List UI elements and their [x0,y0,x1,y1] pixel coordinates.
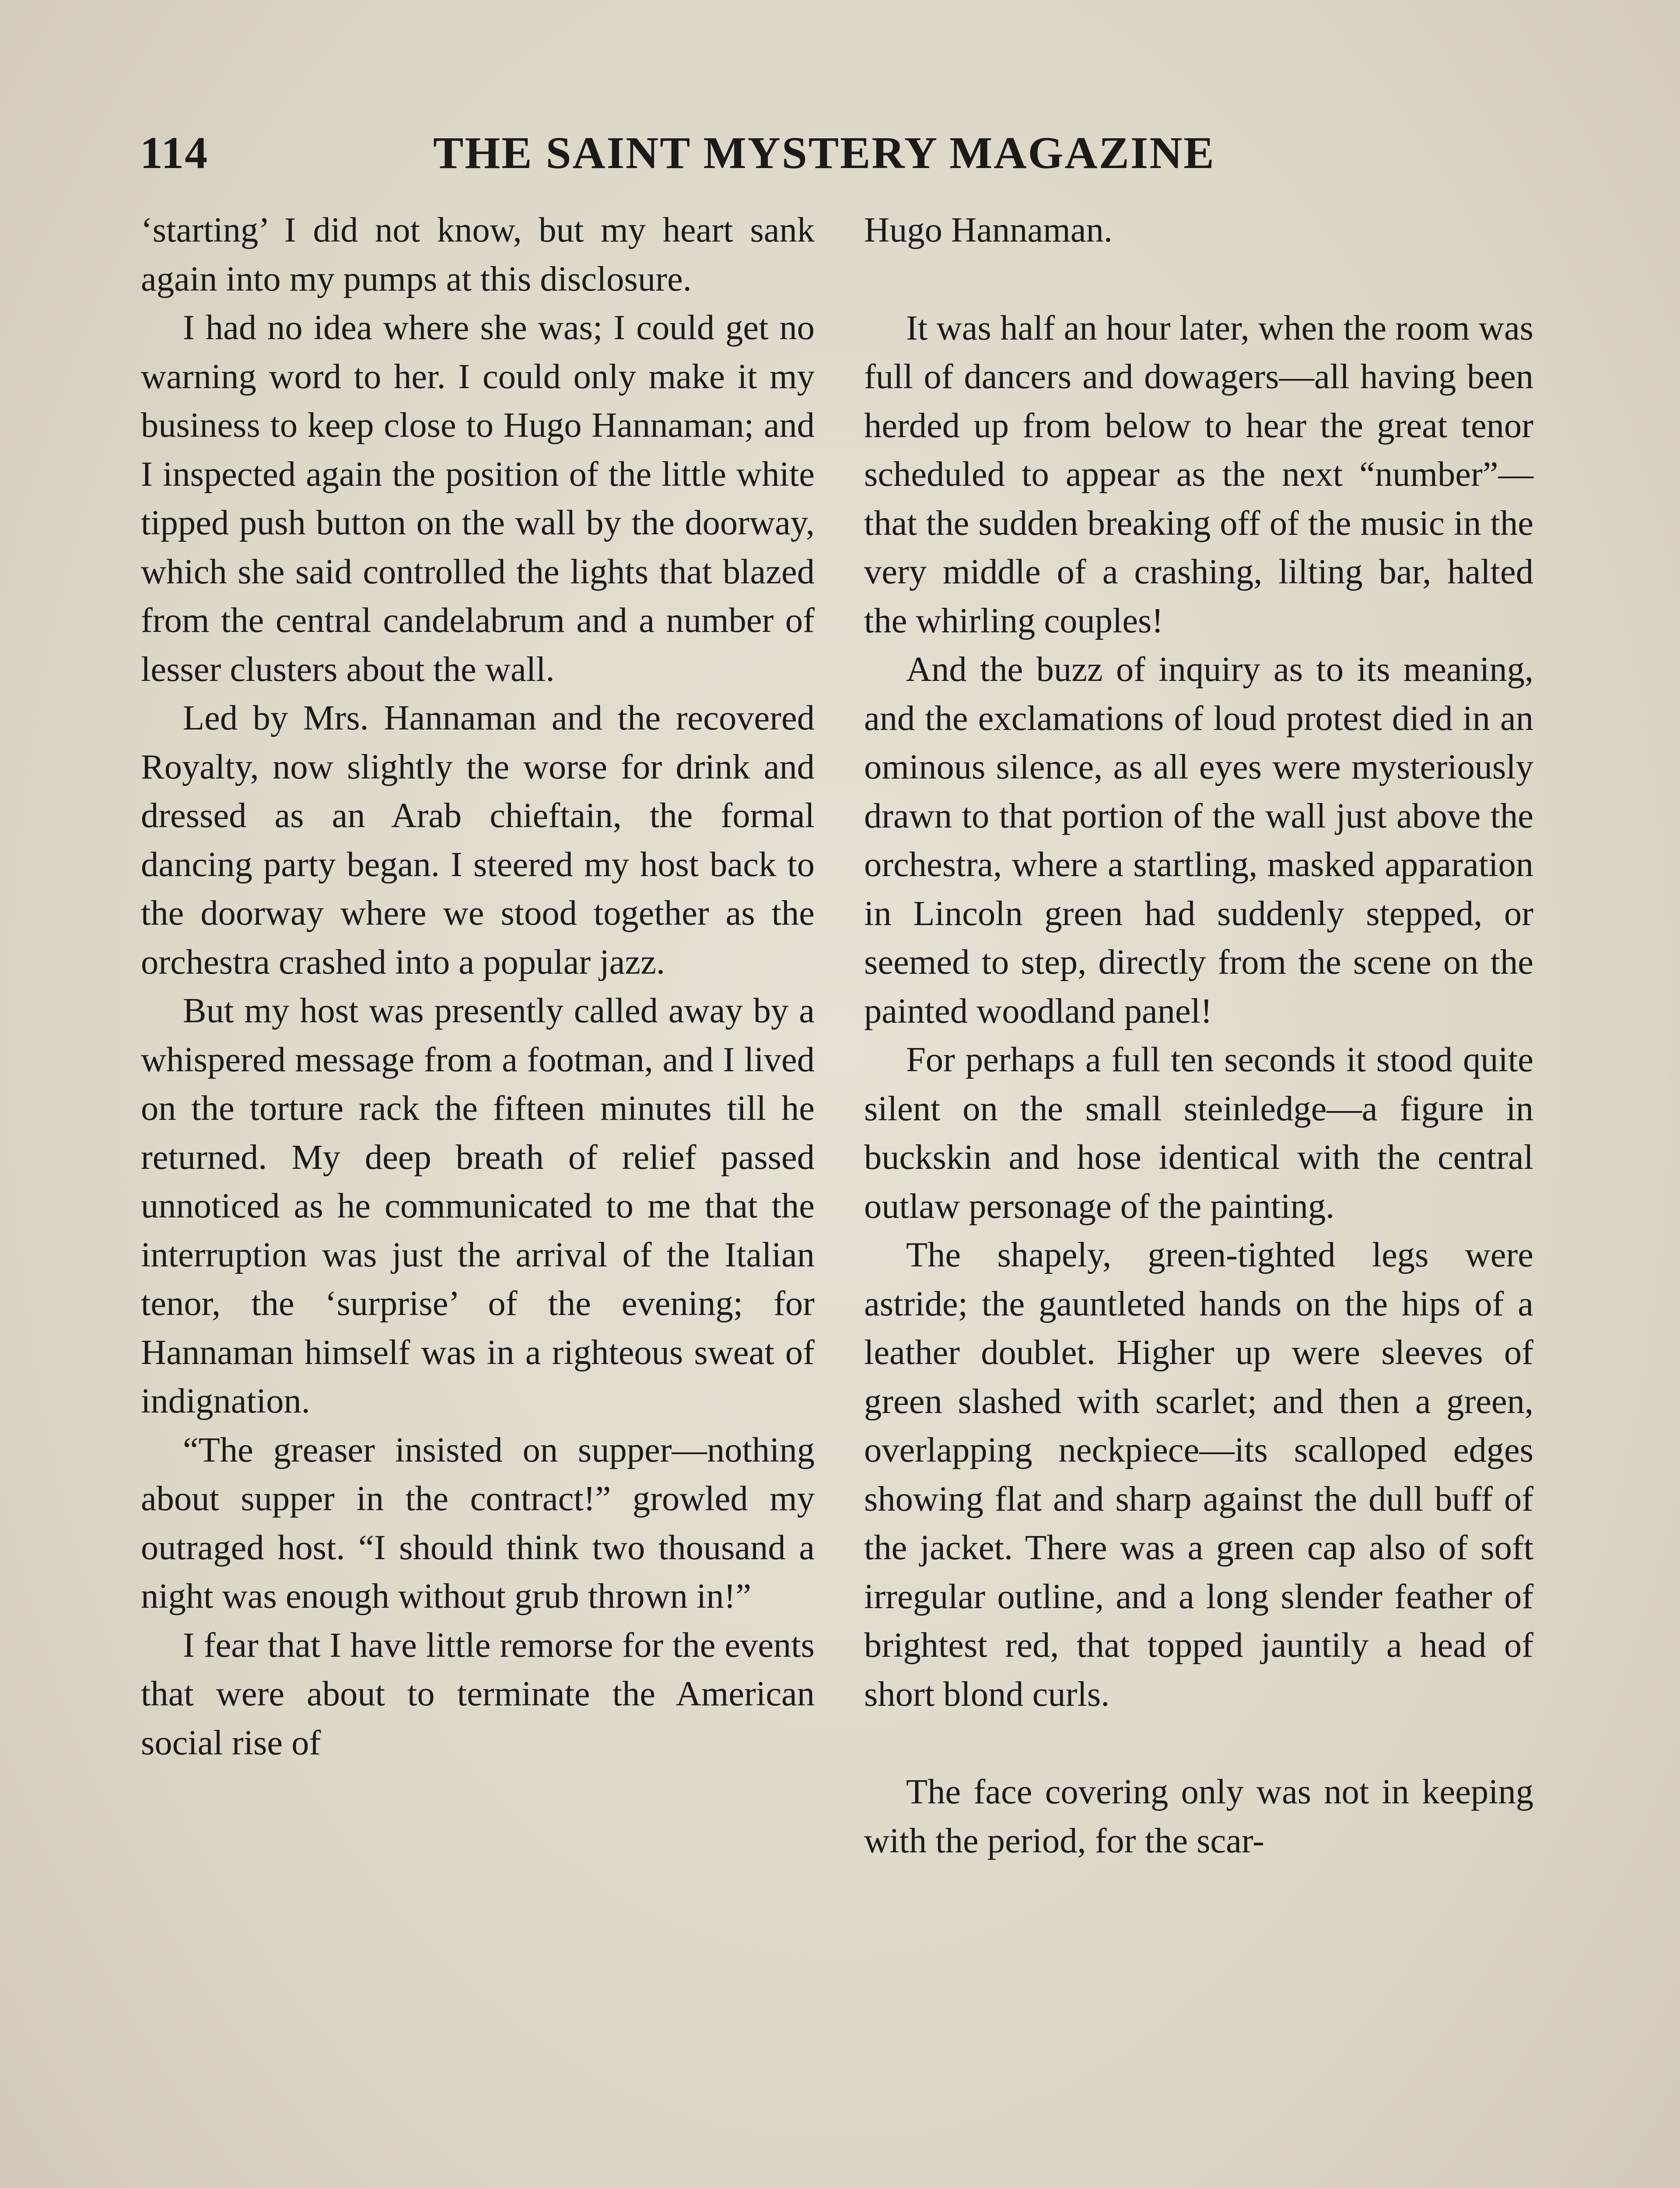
paragraph: Hugo Hannaman. [864,210,1113,249]
paragraph: The face covering only was not in keeping with the period, for the scar- [864,1772,1533,1860]
page-number: 114 [140,128,209,178]
paragraph: I had no idea where she was; I could get no warning word to her. I could only make it my business to keep close to Hugo Hannaman; and I inspected again the position of the little white tipped push button on the wall by the doorway, which she said controlled the lights that blazed from the central candelabrum and a number of lesser clusters about the wall. [141,308,815,689]
page-header [140,127,1242,188]
paragraph: It was half an hour later, when the room was full of dancers and dowagers—all having been herded up from below to hear the great tenor scheduled to appear as the next “number”—that the sudden breaking off of the music in the very middle of a crashing, lilting bar, halted the whirling couples! [864,308,1533,640]
paragraph: “The greaser insisted on supper—nothing about supper in the contract!” growled my outraged host. “I should think two thousand a night was enough without grub thrown in!” [141,1430,815,1616]
paragraph: Led by Mrs. Hannaman and the recovered Royalty, now slightly the worse for drink and dressed as an Arab chieftain, the formal dancing party began. I steered my host back to the doorway where we stood together as the orchestra crashed into a popular jazz. [141,698,815,982]
paragraph: For perhaps a full ten seconds it stood quite silent on the small steinledge—a figure in buckskin and hose identical with the central outlaw personage of the painting. [864,1040,1533,1226]
paragraph: And the buzz of inquiry as to its meaning, and the exclamations of loud protest died in an ominous silence, as all eyes were mysteriously drawn to that portion of the wall just above the orchestra, where a startling, masked apparation in Lincoln green had suddenly stepped, or seemed to step, directly from the scene on the painted woodland panel! [864,650,1533,1031]
paragraph: The shapely, green-tighted legs were astride; the gauntleted hands on the hips of a leather doublet. Higher up were sleeves of green slashed with scarlet; and then a green, overlapping neckpiece—its scalloped edges showing flat and sharp against the dull buff of the jacket. There was a green cap also of soft irregular outline, and a long slender feather of brightest red, that topped jauntily a head of short blond curls. [864,1235,1533,1714]
paragraph: ‘starting’ I did not know, but my heart sank again into my pumps at this disclosure. [141,210,815,298]
right-column [864,206,1533,1865]
left-column [141,206,815,1767]
paragraph: But my host was presently called away by a whispered message from a footman, and I lived on the torture rack the fifteen minutes till he returned. My deep breath of relief passed unnoticed as he communicated to me that the interruption was just the arrival of the Italian tenor, the ‘surprise’ of the evening; for Hannaman himself was in a righteous sweat of indignation. [141,991,815,1420]
paragraph: I fear that I have little remorse for the events that were about to terminate the American social rise of [141,1625,815,1762]
magazine-title: THE SAINT MYSTERY MAGAZINE [433,128,1215,178]
